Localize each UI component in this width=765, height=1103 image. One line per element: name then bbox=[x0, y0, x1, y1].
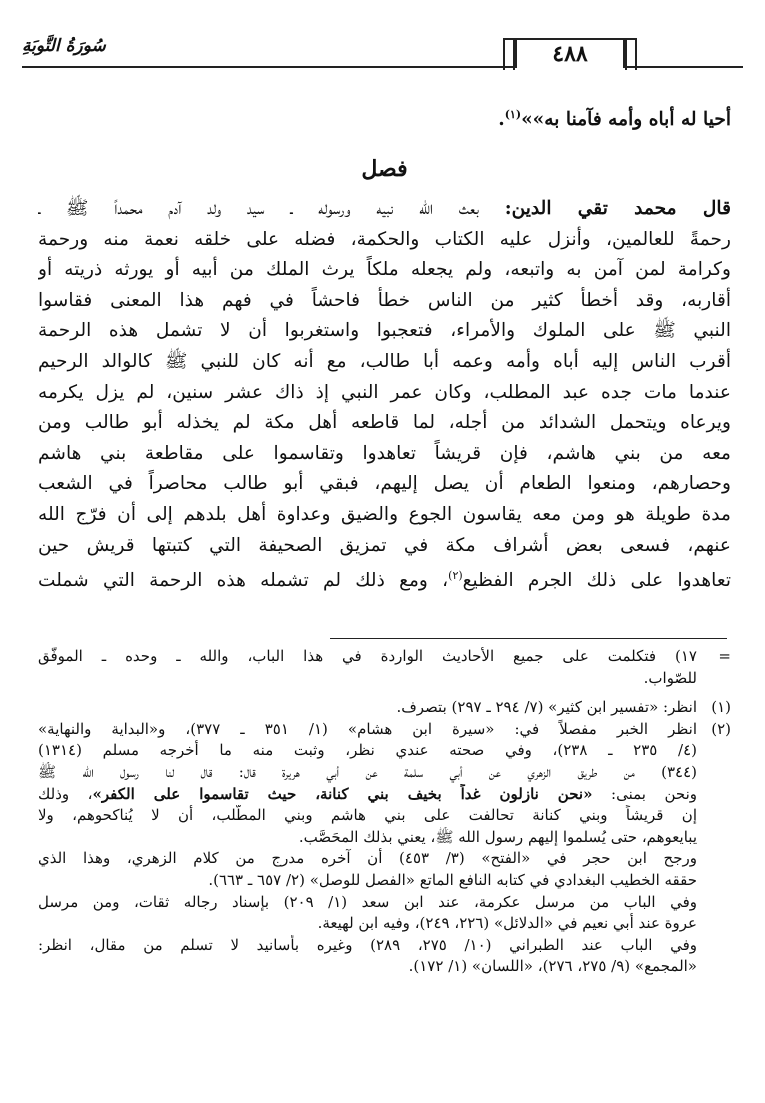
body-line: أقاربه، وقد أخطأ كثير من الناس خطأً فاحشاً في فهم هذا المعنى فقاسوا bbox=[38, 289, 731, 311]
opening-line bbox=[38, 98, 731, 132]
main-text bbox=[38, 90, 731, 592]
footnote-text: حققه الخطيب البغدادي في كتابه النافع الماتع «الفصل للوصل» (٢/ ٦٥٧ ـ ٦٦٣). bbox=[208, 870, 697, 889]
footnotes bbox=[38, 646, 731, 978]
footnote-ref-1: (١) bbox=[504, 108, 522, 121]
footnote-text: يبايعوهم، حتى يُسلموا إليهم رسول الله ﷺ، يعني بذلك المحَصَّب. bbox=[298, 827, 697, 846]
body-line-text: بعث الله نبيه ورسوله ـ سيد ولد آدم محمداً ﷺ ـ bbox=[38, 198, 505, 219]
footnote-2 bbox=[38, 719, 731, 741]
footnote-text: ١٧) فتكلمت على جميع الأحاديث الواردة في هذا الباب، والله ـ وحده ـ الموفّق bbox=[38, 647, 697, 665]
body-line: ويرعاه ويتحمل الشدائد من أجله، لما قاطعه أهل مكة لم يخذله أبو طالب ومن bbox=[38, 412, 731, 434]
author-name: قال محمد تقي الدين: bbox=[504, 198, 731, 219]
footnote-text: وفي الباب عند الطبراني (١٠/ ٢٧٥، ٢٨٩) وغيره بأسانيد لا تسلم من مقال، انظر: bbox=[38, 935, 698, 954]
surah-title: سُورَةُ التَّوبَةِ bbox=[22, 36, 106, 56]
body-line-text: ، ومع ذلك لم تشمله هذه الرحمة التي شملت bbox=[38, 570, 449, 592]
footnote-ref-2: (٢) bbox=[448, 569, 463, 583]
footnote-gap bbox=[38, 689, 731, 697]
footnote-text: انظر الخبر مفصلاً في: «سيرة ابن هشام» (١/ ٣٥١ ـ ٣٧٧)، و«البداية والنهاية» bbox=[38, 719, 698, 738]
footnote-text: للصّواب. bbox=[643, 668, 697, 687]
page-header bbox=[22, 36, 743, 72]
body-line: عندما مات جده عبد المطلب، وكان عمر النبي إذ ذاك عشر سنين، لم يزل يكرمه bbox=[38, 381, 731, 403]
opening-line-text: أحيا له أباه وأمه فآمنا به»» bbox=[521, 109, 731, 131]
footnote-line bbox=[38, 784, 731, 806]
footnote-number: (٢) bbox=[711, 719, 731, 738]
footnote-continuation bbox=[38, 646, 731, 668]
body-line: وحصارهم، ومنعوا الطعام أن يصل إليهم، فبقي أبو طالب محاصراً في الشعب bbox=[38, 473, 731, 495]
hadith-quote: «نحن نازلون غداً بخيف بني كنانة، حيث تقاسموا على الكفر» bbox=[92, 784, 593, 803]
footnote-text: وفي الباب من مرسل عكرمة، عند ابن سعد (١/ ٢٠٩) بإسناد رجاله ثقات، ومن مرسل bbox=[38, 892, 698, 911]
footnote-text: «المجمع» (٩/ ٢٧٥، ٢٧٦)، «اللسان» (١/ ١٧٢). bbox=[408, 957, 697, 976]
body-line bbox=[38, 561, 731, 592]
footnote-text: ونحن بمنى: bbox=[592, 784, 698, 803]
footnote-text: ورجح ابن حجر في «الفتح» (٣/ ٤٥٣) أن آخره مدرج من كلام الزهري، وهذا الذي bbox=[38, 849, 697, 868]
body-line: رحمةً للعالمين، وأنزل عليه الكتاب والحكمة، فضله على خلقه نعمة منه ورحمة bbox=[38, 228, 731, 250]
body-line: معه من بني هاشم، فإن قريشاً تعاهدوا وتقاسموا على مقاطعة بني هاشم bbox=[38, 442, 731, 464]
footnote-text: عروة عند أبي نعيم في «الدلائل» (٢٢٦، ٢٤٩)، وفيه ابن لهيعة. bbox=[317, 914, 697, 933]
body-line: النبي ﷺ على الملوك والأمراء، فتعجبوا واستغربوا أن لا تشمل هذه الرحمة bbox=[38, 320, 731, 342]
footnote-text: ، وذلك bbox=[38, 784, 93, 803]
body-line: عنهم، فسعى بعض أشراف مكة في تمزيق الصحيفة التي كتبتها قريش حين bbox=[38, 534, 731, 556]
footnote-text: (٣٤٤) من طريق الزهري عن أبي سلمة عن أبي هريرة قال: قال لنا رسول الله ﷺ bbox=[38, 762, 697, 781]
footnote-text: انظر: «تفسير ابن كثير» (٧/ ٢٩٤ ـ ٢٩٧) بتصرف. bbox=[396, 698, 697, 717]
footnote-1 bbox=[38, 697, 731, 719]
footnote-text: إن قريشاً وبني كنانة تحالفت على بني هاشم وبني المطّلب، أن لا يُناكحوهم، ولا bbox=[38, 806, 697, 825]
body-line: أقرب الناس إليه أباه وأمه وعمه أبا طالب، مع أنه كان للنبي ﷺ كالوالد الرحيم bbox=[38, 350, 731, 372]
footnote-number: (١) bbox=[711, 698, 731, 717]
footnote-text: (٤/ ٢٣٥ ـ ٢٣٨)، وفي صحته عندي نظر، وثبت منه ما أخرجه مسلم (١٣١٤) bbox=[38, 741, 697, 760]
continuation-marker: = bbox=[718, 647, 731, 665]
section-heading: فصل bbox=[361, 156, 408, 182]
body-line: مدة طويلة هو ومن معه يقاسون الجوع والضيق وعداوة أهل بلدهم إلى أن فرّج الله bbox=[38, 503, 731, 525]
body-line bbox=[38, 194, 731, 225]
body-line: وكرامة لمن آمن به واتبعه، ولم يجعله ملكاً يرث الملك من أبيه أو يورثه ذريته أو bbox=[38, 259, 731, 281]
body-line-text: تعاهدوا على ذلك الجرم الفظيع bbox=[462, 570, 731, 592]
footnote-divider bbox=[330, 638, 727, 639]
page-number: ٤٨٨ bbox=[515, 38, 625, 68]
opening-line-end: . bbox=[498, 109, 505, 131]
